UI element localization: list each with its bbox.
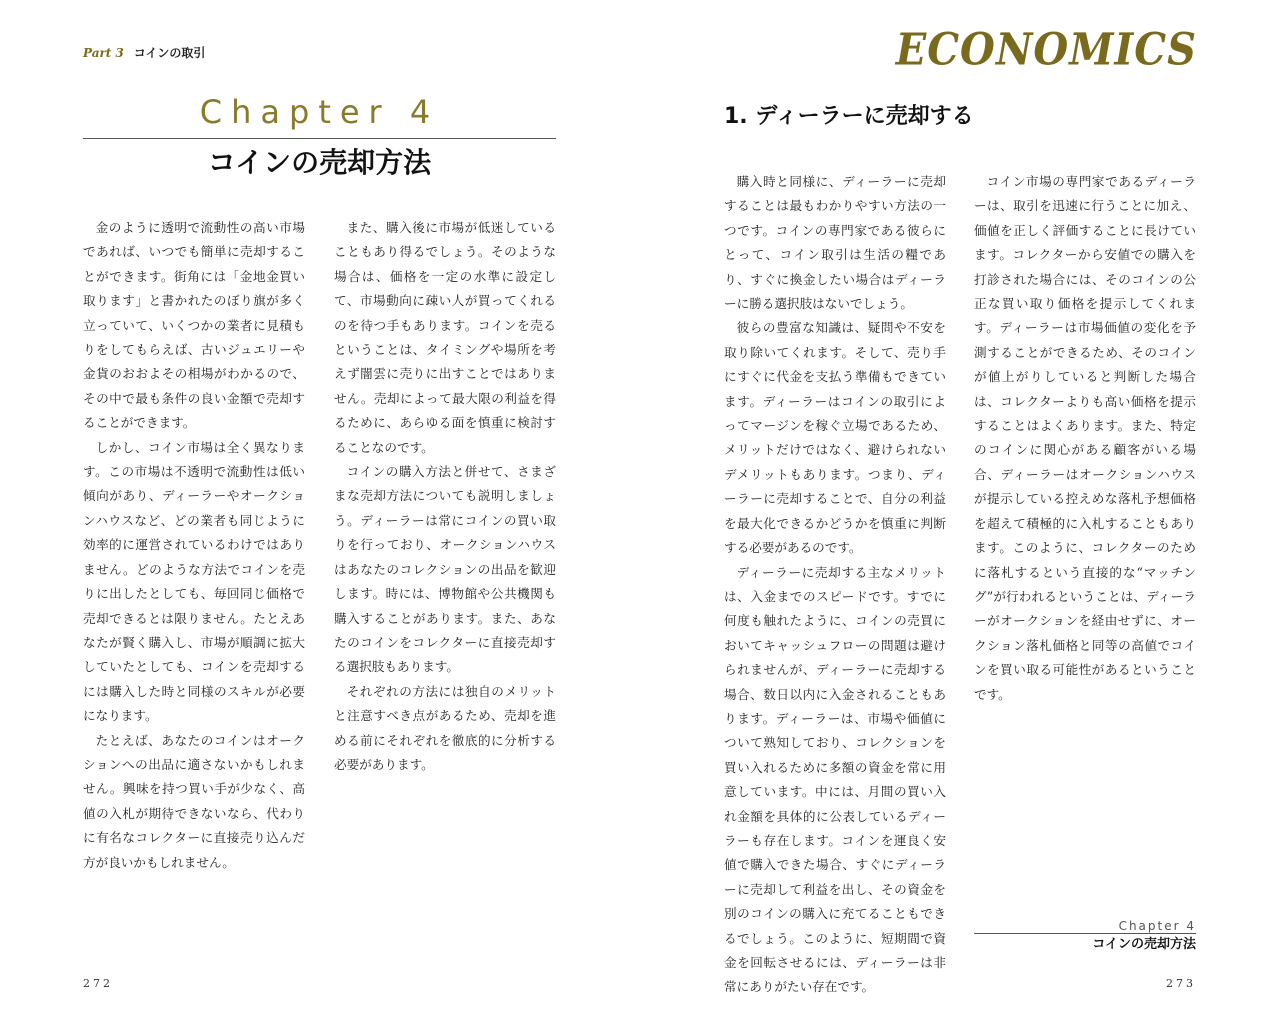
page-number-left: 272 <box>83 977 113 990</box>
body-paragraph: コインの購入方法と併せて、さまざまな売却方法についても説明しましょう。ディーラーは常にコインの買い取りを行っており、オークションハウスはあなたのコレクションの出品を歓迎します。時には、博物館や公共機関も購入することがあります。また、あなたのコインをコレクターに直接売却する選択肢もあります。 <box>334 464 556 675</box>
page-number-right: 273 <box>1166 977 1196 990</box>
chapter-label: Chapter 4 <box>199 93 440 131</box>
chapter-title: コインの売却方法 <box>207 146 432 179</box>
body-paragraph: しかし、コイン市場は全く異なります。この市場は不透明で流動性は低い傾向があり、ディーラーやオークションハウスなど、どの業者も同じように効率的に運営されているわけではありません。どのような方法でコインを売りに出したとしても、毎回同じ価格で売却できるとは限りません。たとえあなたが賢く購入し、市場が順調に拡大していたとしても、コインを売却するには購入した時と同様のスキルが必要になります。 <box>83 439 305 724</box>
body-paragraph: たとえば、あなたのコインはオークションへの出品に適さないかもしれません。興味を持つ買い手が少なく、高値の入札が期待できないなら、代わりに有名なコレクターに直接売り込んだ方が良いかもしれません。 <box>83 732 305 870</box>
body-paragraph: それぞれの方法には独自のメリットと注意すべき点があるため、売却を進める前にそれぞれを徹底的に分析する必要があります。 <box>334 683 556 772</box>
part-title: コインの取引 <box>133 46 206 60</box>
left-page-column-1 <box>83 216 305 875</box>
body-paragraph: また、購入後に市場が低迷していることもあり得るでしょう。そのような場合は、価格を一定の水準に設定して、市場動向に疎い人が買ってくれるのを待つ手もあります。コインを売るということは、タイミングや場所を考えず闇雲に売りに出すことではありません。売却によって最大限の利益を得るために、あらゆる面を慎重に検討することなのです。 <box>334 220 556 455</box>
running-head <box>83 44 205 61</box>
footer-chapter-label: Chapter 4 <box>1118 919 1196 933</box>
right-page-column-2 <box>974 170 1196 707</box>
body-paragraph: 彼らの豊富な知識は、疑問や不安を取り除いてくれます。そして、売り手にすぐに代金を支払う準備もできています。ディーラーはコインの取引によってマージンを稼ぐ立場であるため、メリットだけではなく、避けられないデメリットもあります。つまり、ディーラーに売却することで、自分の利益を最大化できるかどうかを慎重に判断する必要があるのです。 <box>724 320 946 556</box>
body-paragraph: 金のように透明で流動性の高い市場であれば、いつでも簡単に売却することができます。街角には「金地金買い取ります」と書かれたのぼり旗が多く立っていて、いくつかの業者に見積もりをしてもらえば、古いジュエリーや金貨のおおよその相場がわかるので、その中で最も条件の良い金額で売却することができます。 <box>83 220 305 431</box>
economics-logo: ECONOMICS <box>895 23 1197 76</box>
chapter-divider <box>83 138 556 139</box>
body-paragraph: コイン市場の専門家であるディーラーは、取引を迅速に行うことに加え、価値を正しく評価することに長けています。コレクターから安値での購入を打診された場合には、そのコインの公正な買い取り価格を提示してくれます。ディーラーは市場価値の変化を予測することができるため、そのコインが値上がりしていると判断した場合は、コレクターよりも高い価格を提示することはよくあります。また、特定のコインに関心がある顧客がいる場合、ディーラーはオークションハウスが提示している控えめな落札予想価格を超えて積極的に入札することもあります。このように、コレクターのために落札するという直接的な“マッチング”が行われるということは、ディーラーがオークションを経由せずに、オークション落札価格と同等の高値でコインを買い取る可能性があるということです。 <box>974 174 1196 702</box>
right-page-column-1 <box>724 170 946 1000</box>
body-paragraph: 購入時と同様に、ディーラーに売却することは最もわかりやすい方法の一つです。コインの専門家である彼らにとって、コイン取引は生活の糧であり、すぐに換金したい場合はディーラーに勝る選択肢はないでしょう。 <box>724 174 946 312</box>
footer-chapter-title: コインの売却方法 <box>1092 937 1196 952</box>
part-label: Part 3 <box>83 46 124 60</box>
body-paragraph: ディーラーに売却する主なメリットは、入金までのスピードです。すでに何度も触れたように、コインの売買においてキャッシュフローの問題は避けられませんが、ディーラーに売却する場合、数日以内に入金されることもあります。ディーラーは、市場や価値について熟知しており、コレクションを買い入れるために多額の資金を常に用意しています。中には、月間の買い入れ金額を具体的に公表しているディーラーも存在します。コインを運良く安値で購入できた場合、すぐにディーラーに売却して利益を出し、その資金を別のコインの購入に充てることもできるでしょう。このように、短期間で資金を回転させるには、ディーラーは非常にありがたい存在です。 <box>724 564 946 995</box>
left-page-column-2 <box>334 216 556 777</box>
section-title: 1. ディーラーに売却する <box>724 104 974 129</box>
